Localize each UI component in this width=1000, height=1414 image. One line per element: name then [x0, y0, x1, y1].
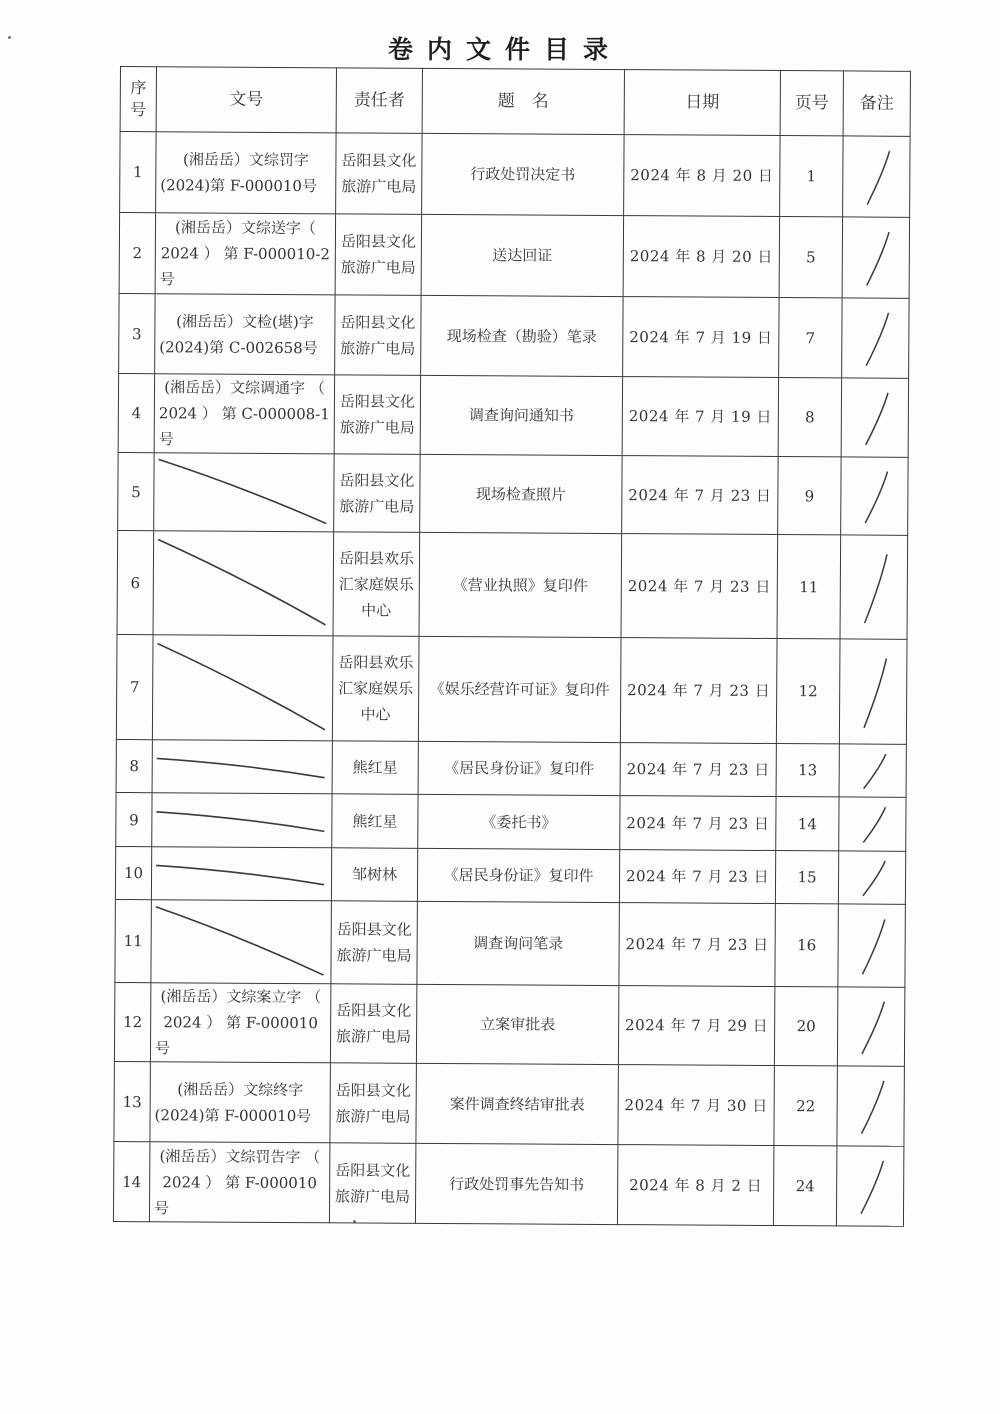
row-responsible: 熊红星 [332, 794, 418, 849]
row-doc-no: (湘岳岳）文综罚字(2024)第 F-000010号 [156, 132, 336, 214]
row-page: 8 [778, 378, 841, 457]
row-remark [843, 136, 910, 217]
row-date: 2024 年 7 月 19 日 [623, 297, 779, 378]
row-doc-title: 行政处罚决定书 [422, 133, 624, 215]
row-date: 2024 年 7 月 23 日 [620, 743, 776, 797]
row-date: 2024 年 7 月 19 日 [622, 377, 778, 457]
row-remark [839, 744, 906, 797]
row-remark [842, 298, 909, 378]
row-date: 2024 年 7 月 30 日 [618, 1065, 774, 1146]
row-doc-no [152, 635, 333, 741]
header-row [120, 67, 910, 137]
header-date: 日期 [624, 70, 780, 136]
row-page: 22 [774, 1066, 837, 1146]
row-seq: 2 [119, 213, 155, 294]
row-page: 7 [779, 298, 842, 378]
row-page: 14 [776, 797, 839, 851]
row-doc-title: 《委托书》 [418, 794, 620, 849]
strike-stroke [158, 540, 327, 625]
table-row [119, 213, 909, 299]
row-seq: 8 [116, 739, 152, 792]
strike-stroke [156, 812, 324, 832]
row-remark [841, 457, 908, 535]
slash-stroke [864, 754, 886, 789]
row-responsible: 岳阳县文化旅游广电局 [336, 133, 422, 215]
row-date: 2024 年 7 月 23 日 [619, 903, 776, 987]
row-doc-title: 《居民身份证》复印件 [417, 848, 619, 902]
table-row [114, 1061, 904, 1146]
header-doc-title: 题 名 [422, 68, 624, 134]
strike-stroke [157, 644, 326, 730]
row-doc-title: 送达回证 [421, 214, 623, 296]
row-doc-title: 调查询问通知书 [420, 375, 622, 455]
strike-stroke [157, 759, 325, 778]
slash-stroke [866, 313, 888, 366]
slash-stroke [864, 658, 886, 728]
row-page: 11 [777, 535, 841, 639]
row-page: 20 [774, 987, 837, 1066]
row-doc-title: 调查询问笔录 [417, 901, 620, 985]
row-responsible: 岳阳县欢乐汇家庭娱乐中心 [332, 636, 419, 742]
slash-stroke [866, 393, 888, 445]
row-seq: 10 [115, 846, 151, 899]
header-responsible: 责任者 [336, 68, 422, 134]
row-page: 24 [773, 1146, 836, 1226]
strike-dash-mark [152, 793, 331, 847]
slash-mark [842, 378, 908, 456]
row-date: 2024 年 7 月 23 日 [622, 456, 778, 535]
row-page: 13 [776, 744, 839, 797]
row-responsible: 岳阳县文化旅游广电局 [329, 1143, 415, 1224]
row-doc-no: (湘岳岳）文综调通字 （ 2024 ） 第 C-000008-1 号 [154, 374, 334, 454]
row-seq: 3 [119, 293, 155, 373]
table-row [120, 132, 910, 218]
row-seq: 7 [116, 634, 153, 739]
row-remark [842, 217, 909, 298]
table-row [116, 634, 907, 744]
row-page: 16 [775, 904, 839, 987]
row-date: 2024 年 7 月 23 日 [619, 850, 775, 904]
row-remark [840, 535, 908, 639]
row-remark [838, 904, 906, 987]
strike-dash-mark [153, 740, 332, 793]
row-seq: 9 [116, 792, 152, 846]
slash-mark [838, 987, 904, 1065]
row-doc-title: 案件调查终结审批表 [416, 1063, 618, 1144]
row-responsible: 岳阳县文化旅游广电局 [331, 901, 418, 985]
row-doc-no [151, 900, 332, 984]
header-remark: 备注 [843, 71, 910, 136]
slash-mark [840, 639, 907, 743]
row-remark [837, 987, 904, 1066]
header-doc-no: 文号 [156, 67, 336, 133]
row-page: 15 [775, 851, 838, 904]
table-row [118, 452, 908, 535]
row-date: 2024 年 8 月 2 日 [617, 1145, 773, 1226]
strike-dash-mark [154, 453, 333, 531]
table-row [115, 846, 905, 904]
row-doc-no: (湘岳岳）文检(堪)字(2024)第 C-002658号 [155, 294, 335, 375]
row-remark [838, 851, 905, 904]
row-seq: 4 [118, 373, 154, 452]
slash-stroke [862, 1002, 884, 1054]
strike-stroke [156, 866, 324, 885]
slash-mark [837, 1146, 903, 1225]
row-seq: 5 [118, 452, 154, 530]
row-responsible: 岳阳县欢乐汇家庭娱乐中心 [333, 532, 420, 637]
row-doc-title: 现场检查（勘验）笔录 [421, 295, 623, 376]
header-seq: 序号 [120, 67, 156, 132]
slash-stroke [867, 232, 889, 286]
row-doc-no [151, 847, 331, 901]
row-responsible: 岳阳县文化旅游广电局 [330, 984, 416, 1064]
row-remark [837, 1066, 904, 1146]
table-row [115, 899, 905, 987]
row-doc-title: 《营业执照》复印件 [419, 532, 622, 637]
slash-stroke [867, 151, 889, 205]
row-seq: 14 [113, 1141, 149, 1221]
row-responsible: 岳阳县文化旅游广电局 [335, 295, 421, 376]
row-doc-title: 现场检查照片 [420, 454, 622, 533]
slash-stroke [865, 471, 887, 523]
slash-stroke [861, 1081, 883, 1134]
strike-dash-mark [154, 531, 334, 635]
slash-mark [839, 797, 905, 850]
strike-dash-mark [152, 847, 331, 900]
row-remark [839, 639, 907, 744]
row-page: 9 [778, 457, 841, 535]
strike-stroke [158, 460, 326, 524]
row-doc-no [152, 740, 332, 794]
row-doc-no [153, 531, 334, 636]
row-seq: 13 [114, 1061, 150, 1141]
catalog-table [113, 66, 911, 1227]
row-doc-no: (湘岳岳）文综送字（ 2024 ） 第 F-000010-2 号 [155, 213, 335, 295]
slash-mark [837, 1066, 903, 1145]
strike-dash-mark [151, 900, 330, 983]
row-responsible: 岳阳县文化旅游广电局 [334, 454, 420, 533]
row-page: 1 [780, 136, 843, 217]
row-doc-no: (湘岳岳）文综案立字 （ 2024 ） 第 F-000010 号 [150, 983, 330, 1063]
row-page: 12 [776, 639, 840, 744]
row-date: 2024 年 7 月 23 日 [620, 638, 777, 744]
slash-mark [838, 904, 904, 986]
row-responsible: 邹树林 [331, 848, 417, 902]
slash-mark [843, 136, 909, 216]
row-seq: 12 [114, 982, 150, 1061]
slash-mark [843, 217, 909, 297]
table-row [118, 373, 908, 457]
row-doc-title: 立案审批表 [416, 984, 618, 1064]
slash-stroke [865, 554, 887, 623]
row-page: 5 [779, 217, 842, 298]
row-remark [836, 1146, 903, 1226]
slash-stroke [863, 807, 885, 843]
slash-stroke [862, 919, 884, 974]
row-doc-title: 行政处罚事先告知书 [415, 1143, 617, 1224]
row-responsible: 岳阳县文化旅游广电局 [335, 214, 421, 296]
slash-mark [841, 457, 907, 534]
table-row [117, 530, 908, 639]
row-seq: 1 [120, 132, 156, 213]
row-remark [841, 378, 908, 457]
table-row [116, 739, 906, 797]
row-seq: 6 [117, 530, 154, 634]
row-doc-no: (湘岳岳）文综终字(2024)第 F-000010号 [150, 1062, 330, 1143]
row-date: 2024 年 7 月 23 日 [621, 534, 778, 639]
row-doc-title: 《娱乐经营许可证》复印件 [418, 636, 621, 742]
row-remark [839, 797, 906, 851]
row-doc-no: (湘岳岳）文综罚告字 （ 2024 ） 第 F-000010 号 [149, 1142, 329, 1223]
table-row [114, 982, 904, 1066]
row-date: 2024 年 7 月 23 日 [620, 796, 776, 851]
row-date: 2024 年 8 月 20 日 [623, 216, 779, 298]
table-row [119, 293, 909, 378]
slash-stroke [861, 1161, 883, 1214]
strike-stroke [155, 907, 323, 975]
slash-mark [842, 298, 908, 377]
table-row [116, 792, 906, 851]
table-row [113, 1141, 903, 1226]
row-responsible: 熊红星 [332, 741, 418, 795]
row-date: 2024 年 8 月 20 日 [624, 135, 780, 217]
row-seq: 11 [115, 899, 152, 982]
slash-mark [841, 535, 908, 638]
row-doc-no [152, 793, 332, 848]
strike-dash-mark [153, 635, 333, 740]
row-responsible: 岳阳县文化旅游广电局 [330, 1063, 416, 1144]
header-page: 页号 [780, 71, 843, 136]
slash-mark [839, 851, 905, 903]
row-responsible: 岳阳县文化旅游广电局 [334, 375, 420, 455]
row-doc-title: 《居民身份证》复印件 [418, 741, 620, 795]
row-doc-no [154, 453, 334, 532]
row-date: 2024 年 7 月 29 日 [618, 986, 774, 1066]
slash-stroke [863, 861, 885, 896]
page-title: 卷内文件目录 [387, 35, 622, 64]
slash-mark [840, 744, 906, 796]
